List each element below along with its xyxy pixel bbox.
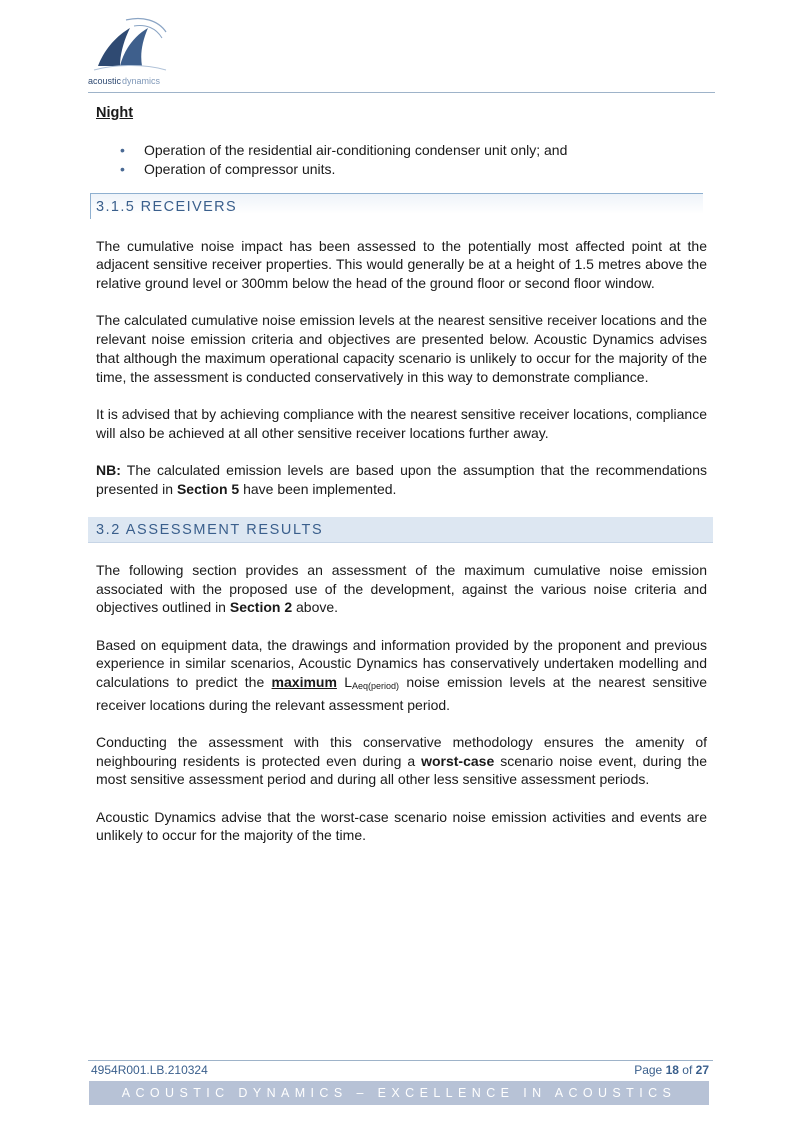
night-bullet-list	[96, 141, 707, 179]
page-total: 27	[695, 1063, 709, 1077]
footer-tagline-bar: ACOUSTIC DYNAMICS – EXCELLENCE IN ACOUSTICS	[89, 1081, 709, 1105]
results-p1-section-ref: Section 2	[229, 599, 293, 616]
night-heading: Night	[96, 105, 134, 121]
results-paragraph-3	[96, 733, 707, 789]
note-section-ref: Section 5	[176, 480, 240, 497]
page-current: 18	[665, 1063, 679, 1077]
results-paragraph-1	[96, 561, 707, 617]
company-logo	[86, 14, 170, 90]
results-p3-worst-case: worst-case	[421, 752, 495, 769]
assessment-results-heading: 3.2 ASSESSMENT RESULTS	[88, 517, 713, 543]
results-p2-text-b: noise emission levels at the nearest sensitive receiver locations during the relevant assessment period.	[96, 673, 707, 713]
page-number	[634, 1063, 709, 1077]
results-paragraph-2	[96, 636, 707, 715]
receivers-paragraph-3: It is advised that by achieving compliance with the nearest sensitive receiver locations, compliance will also be achieved at all other sensitive receiver locations further away.	[96, 405, 707, 441]
note-label: NB:	[96, 461, 121, 478]
receivers-paragraph-1: The cumulative noise impact has been assessed to the potentially most affected point at the adjacent sensitive receiver properties. This would generally be at a height of 1.5 metres above the relative ground level or 300mm below the head of the ground floor or second floor window.	[96, 237, 707, 292]
footer-divider	[88, 1060, 713, 1061]
results-p2-maximum: maximum	[271, 673, 337, 690]
results-p1-text-b: above.	[292, 599, 339, 616]
list-item: • Operation of the residential air-conditioning condenser unit only; and	[96, 141, 707, 160]
results-paragraph-4: Acoustic Dynamics advise that the worst-case scenario noise emission activities and events are unlikely to occur for the majority of the time.	[96, 808, 707, 844]
note-text-b: have been implemented.	[239, 480, 397, 497]
page-of: of	[682, 1063, 693, 1077]
acoustic-dynamics-logo-icon	[86, 14, 170, 90]
main-content	[96, 104, 707, 864]
receivers-heading: 3.1.5 RECEIVERS	[90, 193, 703, 219]
page-label: Page	[634, 1063, 663, 1077]
logo-text-acoustic: acoustic	[88, 76, 122, 86]
receivers-paragraph-2: The calculated cumulative noise emission levels at the nearest sensitive receiver locations and the relevant noise emission criteria and objectives are presented below. Acoustic Dynamics advises that although the maximum operational capacity scenario is unlikely to occur for the majority of the time, the assessment is conducted conservatively in this way to demonstrate compliance.	[96, 312, 707, 385]
logo-text-dynamics: dynamics	[122, 76, 161, 86]
results-p3-text-a: Conducting the assessment with this conservative methodology ensures the amenity of neighbouring residents is protected even during a	[96, 733, 707, 769]
header-divider	[88, 92, 715, 93]
list-item: • Operation of compressor units.	[96, 160, 707, 179]
results-p2-subscript: Aeq(period)	[352, 680, 400, 691]
results-p1-text-a: The following section provides an assessment of the maximum cumulative noise emission associated with the proposed use of the development, against the various noise criteria and objectives outlined in	[96, 561, 707, 616]
document-id: 4954R001.LB.210324	[91, 1063, 208, 1077]
receivers-note	[96, 461, 707, 498]
note-text-a: The calculated emission levels are based upon the assumption that the recommendations presented in	[96, 461, 707, 497]
results-p3-text-b: scenario noise event, during the most sensitive assessment period and during all other less sensitive assessment periods.	[96, 752, 707, 788]
results-p2-l-symbol: L	[344, 673, 353, 690]
results-p2-text-a: Based on equipment data, the drawings and information provided by the proponent and previous experience in similar scenarios, Acoustic Dynamics has conservatively undertaken modelling and calculations to predict the	[96, 636, 707, 690]
